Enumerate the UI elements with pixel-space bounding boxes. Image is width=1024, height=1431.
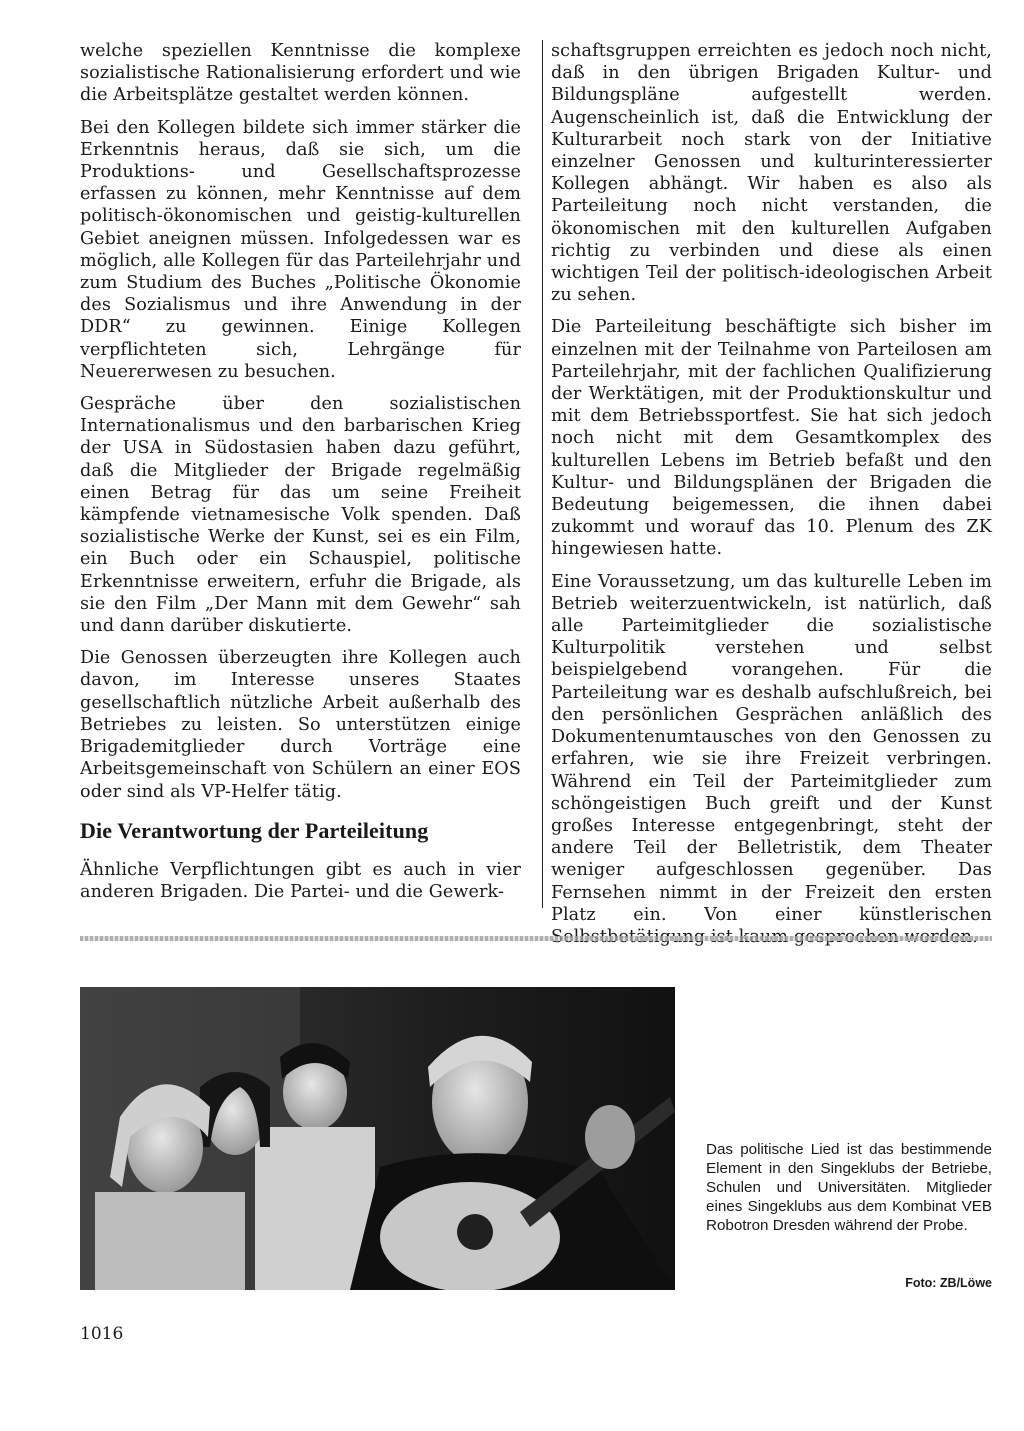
photo-singing-group [80,987,675,1290]
paragraph: Die Genossen überzeugten ihre Kollegen auch davon, im Interesse unseres Staates gesellschaftlich nützliche Arbeit außerhalb des Betriebes zu leisten. So unterstützen einige Brigademitglieder durch Vorträge eine Arbeitsgemeinschaft von Schülern an einer EOS oder sind als VP-Helfer tätig. [80,648,521,802]
photo-illustration [80,987,675,1290]
paragraph: Ähnliche Verpflichtungen gibt es auch in vier anderen Brigaden. Die Partei- und die Gewerk- [80,859,521,902]
photo-credit: Foto: ZB/Löwe [905,1276,992,1290]
column-divider [542,40,543,908]
photo-caption: Das politische Lied ist das bestimmende Element in den Singeklubs der Betriebe, Schulen und Universitäten. Mitglieder eines Singeklubs aus dem Kombinat VEB Robotron Dresden während der Probe. [706,1141,992,1234]
horizontal-rule [80,936,992,941]
section-heading: Die Verantwortung der Parteileitung [80,817,429,843]
paragraph: welche speziellen Kenntnisse die komplexe sozialistische Rationalisierung erfordert und wie die Arbeitsplätze gestaltet werden können. [80,41,521,106]
paragraph: Bei den Kollegen bildete sich immer stärker die Erkenntnis heraus, daß sie sich, um die Produktions- und Gesellschaftsprozesse erfassen zu können, mehr Kenntnisse auf dem politisch-ökonomischen und geistig-kulturellen Gebiet aneignen müssen. Infolgedessen war es möglich, alle Kollegen für das Parteilehrjahr und zum Studium des Buches „Politische Ökonomie des Sozialismus und ihre Anwendung in der DDR“ zu gewinnen. Einige Kollegen verpflichteten sich, Lehrgänge für Neuererwesen zu besuchen. [80,117,521,382]
paragraph: schaftsgruppen erreichten es jedoch noch nicht, daß in den übrigen Brigaden Kultur- und Bildungspläne aufgestellt werden. Augenscheinlich ist, daß die Entwicklung der Kulturarbeit noch stark von der Initiative einzelner Genossen und kulturinteressierter Kollegen abhängt. Wir haben es also als Parteileitung noch nicht verstanden, die ökonomischen mit den kulturellen Aufgaben richtig zu verbinden und diese als einen wichtigen Teil der politisch-ideologischen Arbeit zu sehen. [551,41,992,306]
left-column [80,40,521,913]
paragraph: Die Parteileitung beschäftigte sich bisher im einzelnen mit der Teilnahme von Parteilosen am Parteilehrjahr, mit der fachlichen Qualifizierung der Werktätigen, mit der Produktionskultur und mit dem Betriebssportfest. Sie hat sich jedoch noch nicht mit dem Gesamtkomplex des kulturellen Lebens im Betrieb befaßt und den Kultur- und Bildungsplänen der Brigaden die Bedeutung beigemessen, die ihnen dabei zukommt und worauf das 10. Plenum des ZK hingewiesen hatte. [551,317,992,560]
right-column [551,40,992,958]
page-number: 1016 [80,1324,124,1344]
paragraph: Gespräche über den sozialistischen Internationalismus und den barbarischen Krieg der USA in Südostasien haben dazu geführt, daß die Mitglieder der Brigade regelmäßig einen Betrag für das um seine Freiheit kämpfende vietnamesische Volk spenden. Daß sozialistische Werke der Kunst, sei es ein Film, ein Buch oder ein Schauspiel, politische Erkenntnisse erweitern, erfuhr die Brigade, als sie den Film „Der Mann mit dem Gewehr“ sah und dann darüber diskutierte. [80,394,521,637]
paragraph: Eine Voraussetzung, um das kulturelle Leben im Betrieb weiterzuentwickeln, ist natürlich, daß alle Parteimitglieder die sozialistische Kulturpolitik verstehen und selbst beispielgebend vorangehen. Für die Parteileitung war es deshalb aufschlußreich, bei den persönlichen Gesprächen anläßlich des Dokumentenumtausches von den Genossen zu erfahren, wie sie ihre Freizeit verbringen. Während ein Teil der Parteimitglieder zum schöngeistigen Buch greift und der Kunst großes Interesse entgegenbringt, steht der andere Teil der Belletristik, dem Theater weniger aufgeschlossen gegenüber. Das Fernsehen nimmt in der Freizeit den ersten Platz ein. Von einer künstlerischen [551,571,992,925]
